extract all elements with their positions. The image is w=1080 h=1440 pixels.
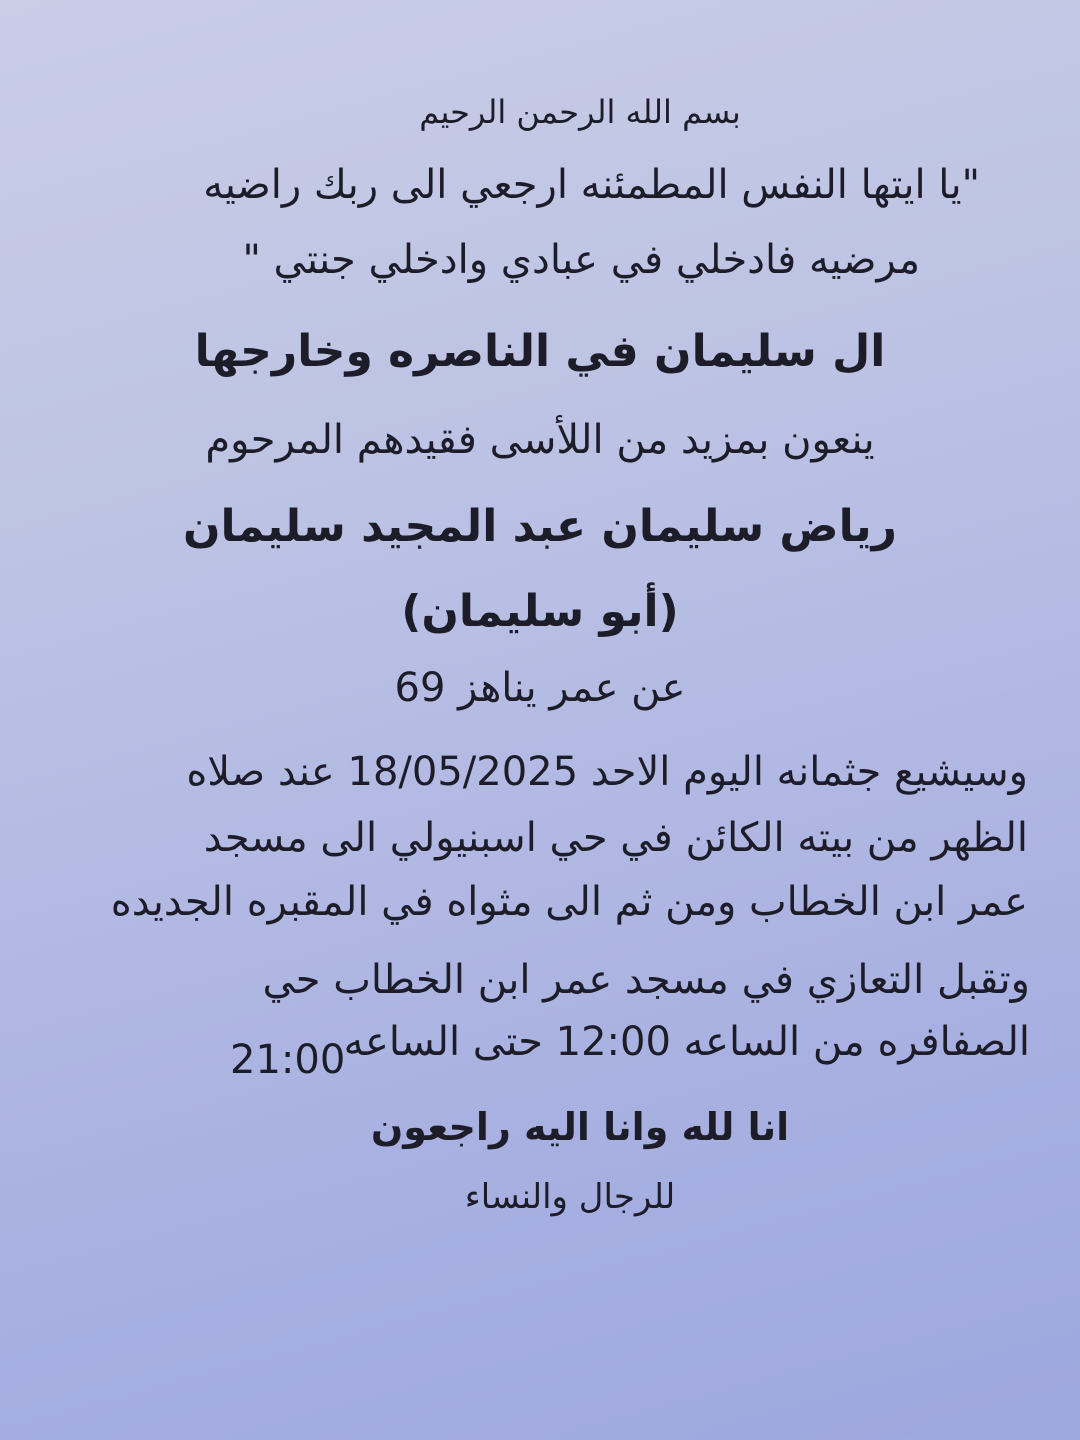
funeral-line-1: وسيشيع جثمانه اليوم الاحد 18/05/2025 عند صلاه — [186, 749, 1028, 795]
basmala: بسم الله الرحمن الرحيم — [419, 93, 741, 131]
deceased-nickname: (أبو سليمان) — [401, 586, 679, 637]
mourning-line: ينعون بمزيد من اللأسى فقيدهم المرحوم — [205, 417, 875, 463]
age-line: عن عمر يناهز 69 — [394, 665, 686, 711]
deceased-name: رياض سليمان عبد المجيد سليمان — [183, 501, 897, 552]
funeral-line-3: عمر ابن الخطاب ومن ثم الى مثواه في المقبره الجديده — [110, 879, 1028, 925]
condolence-line-3: 21:00 — [230, 1037, 346, 1083]
closing-verse: انا لله وانا اليه راجعون — [370, 1105, 790, 1149]
verse-line-2: مرضيه فادخلي في عبادي وادخلي جنتي " — [242, 237, 920, 283]
family-name: ال سليمان في الناصره وخارجها — [194, 326, 886, 377]
funeral-line-2: الظهر من بيته الكائن في حي اسبنيولي الى مسجد — [203, 815, 1028, 861]
condolence-line-1: وتقبل التعازي في مسجد عمر ابن الخطاب حي — [262, 957, 1030, 1003]
verse-line-1: "يا ايتها النفس المطمئنه ارجعي الى ربك راضيه — [203, 162, 980, 208]
condolence-line-2: الصفافره من الساعه 12:00 حتى الساعه — [343, 1019, 1030, 1065]
attendance-note: للرجال والنساء — [464, 1177, 676, 1217]
